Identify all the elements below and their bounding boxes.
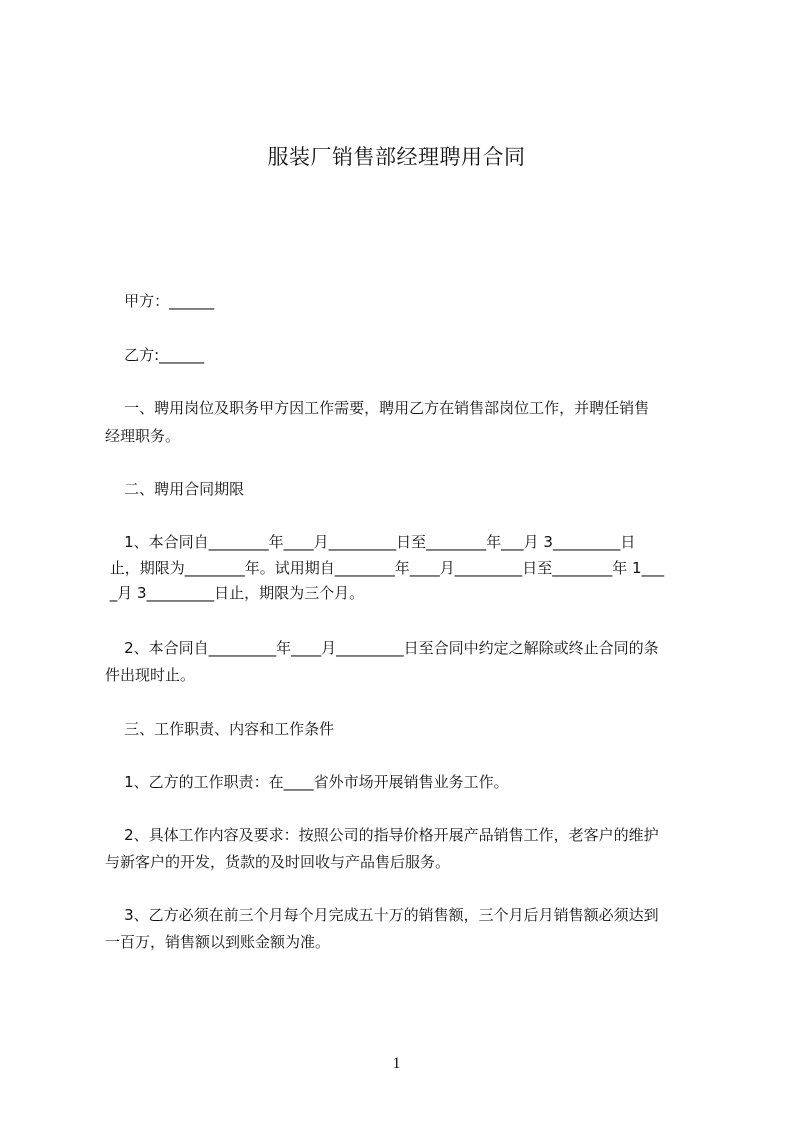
party-b-line: 乙方:______ — [105, 346, 205, 364]
section2-item1-line-1: 1、本合同自________年____月_________日至________年___月 3_________日 — [105, 533, 636, 551]
party-a-line: 甲方：______ — [105, 292, 215, 310]
section1-paragraph-line-2: 经理职务。 — [105, 427, 181, 445]
page-number: 1 — [392, 1055, 401, 1072]
section3-item2-line-2: 与新客户的开发，货款的及时回收与产品售后服务。 — [105, 853, 451, 871]
section2-item2-line-1: 2、本合同自_________年____月_________日至合同中约定之解除或终止合同的条 — [105, 639, 659, 657]
section3-item1: 1、乙方的工作职责：在____省外市场开展销售业务工作。 — [105, 773, 509, 791]
section2-item2-line-2: 件出现时止。 — [105, 666, 196, 684]
section2-item1-line-3: _月 3_________日止，期限为三个月。 — [105, 584, 365, 602]
section3-item3-line-1: 3、乙方必须在前三个月每个月完成五十万的销售额，三个月后月销售额必须达到 — [105, 906, 659, 924]
section2-heading: 二、聘用合同期限 — [105, 480, 245, 498]
section3-item3-line-2: 一百万，销售额以到账金额为准。 — [105, 933, 331, 951]
document-title: 服装厂销售部经理聘用合同 — [267, 145, 526, 169]
section1-paragraph-line-1: 一、聘用岗位及职务甲方因工作需要，聘用乙方在销售部岗位工作，并聘任销售 — [105, 399, 650, 417]
section2-item1-line-2: 止，期限为________年。试用期自________年____月_________日至________年 1___ — [105, 559, 665, 577]
section3-item2-line-1: 2、具体工作内容及要求：按照公司的指导价格开展产品销售工作，老客户的维护 — [105, 826, 659, 844]
section3-heading: 三、工作职责、内容和工作条件 — [105, 720, 335, 738]
